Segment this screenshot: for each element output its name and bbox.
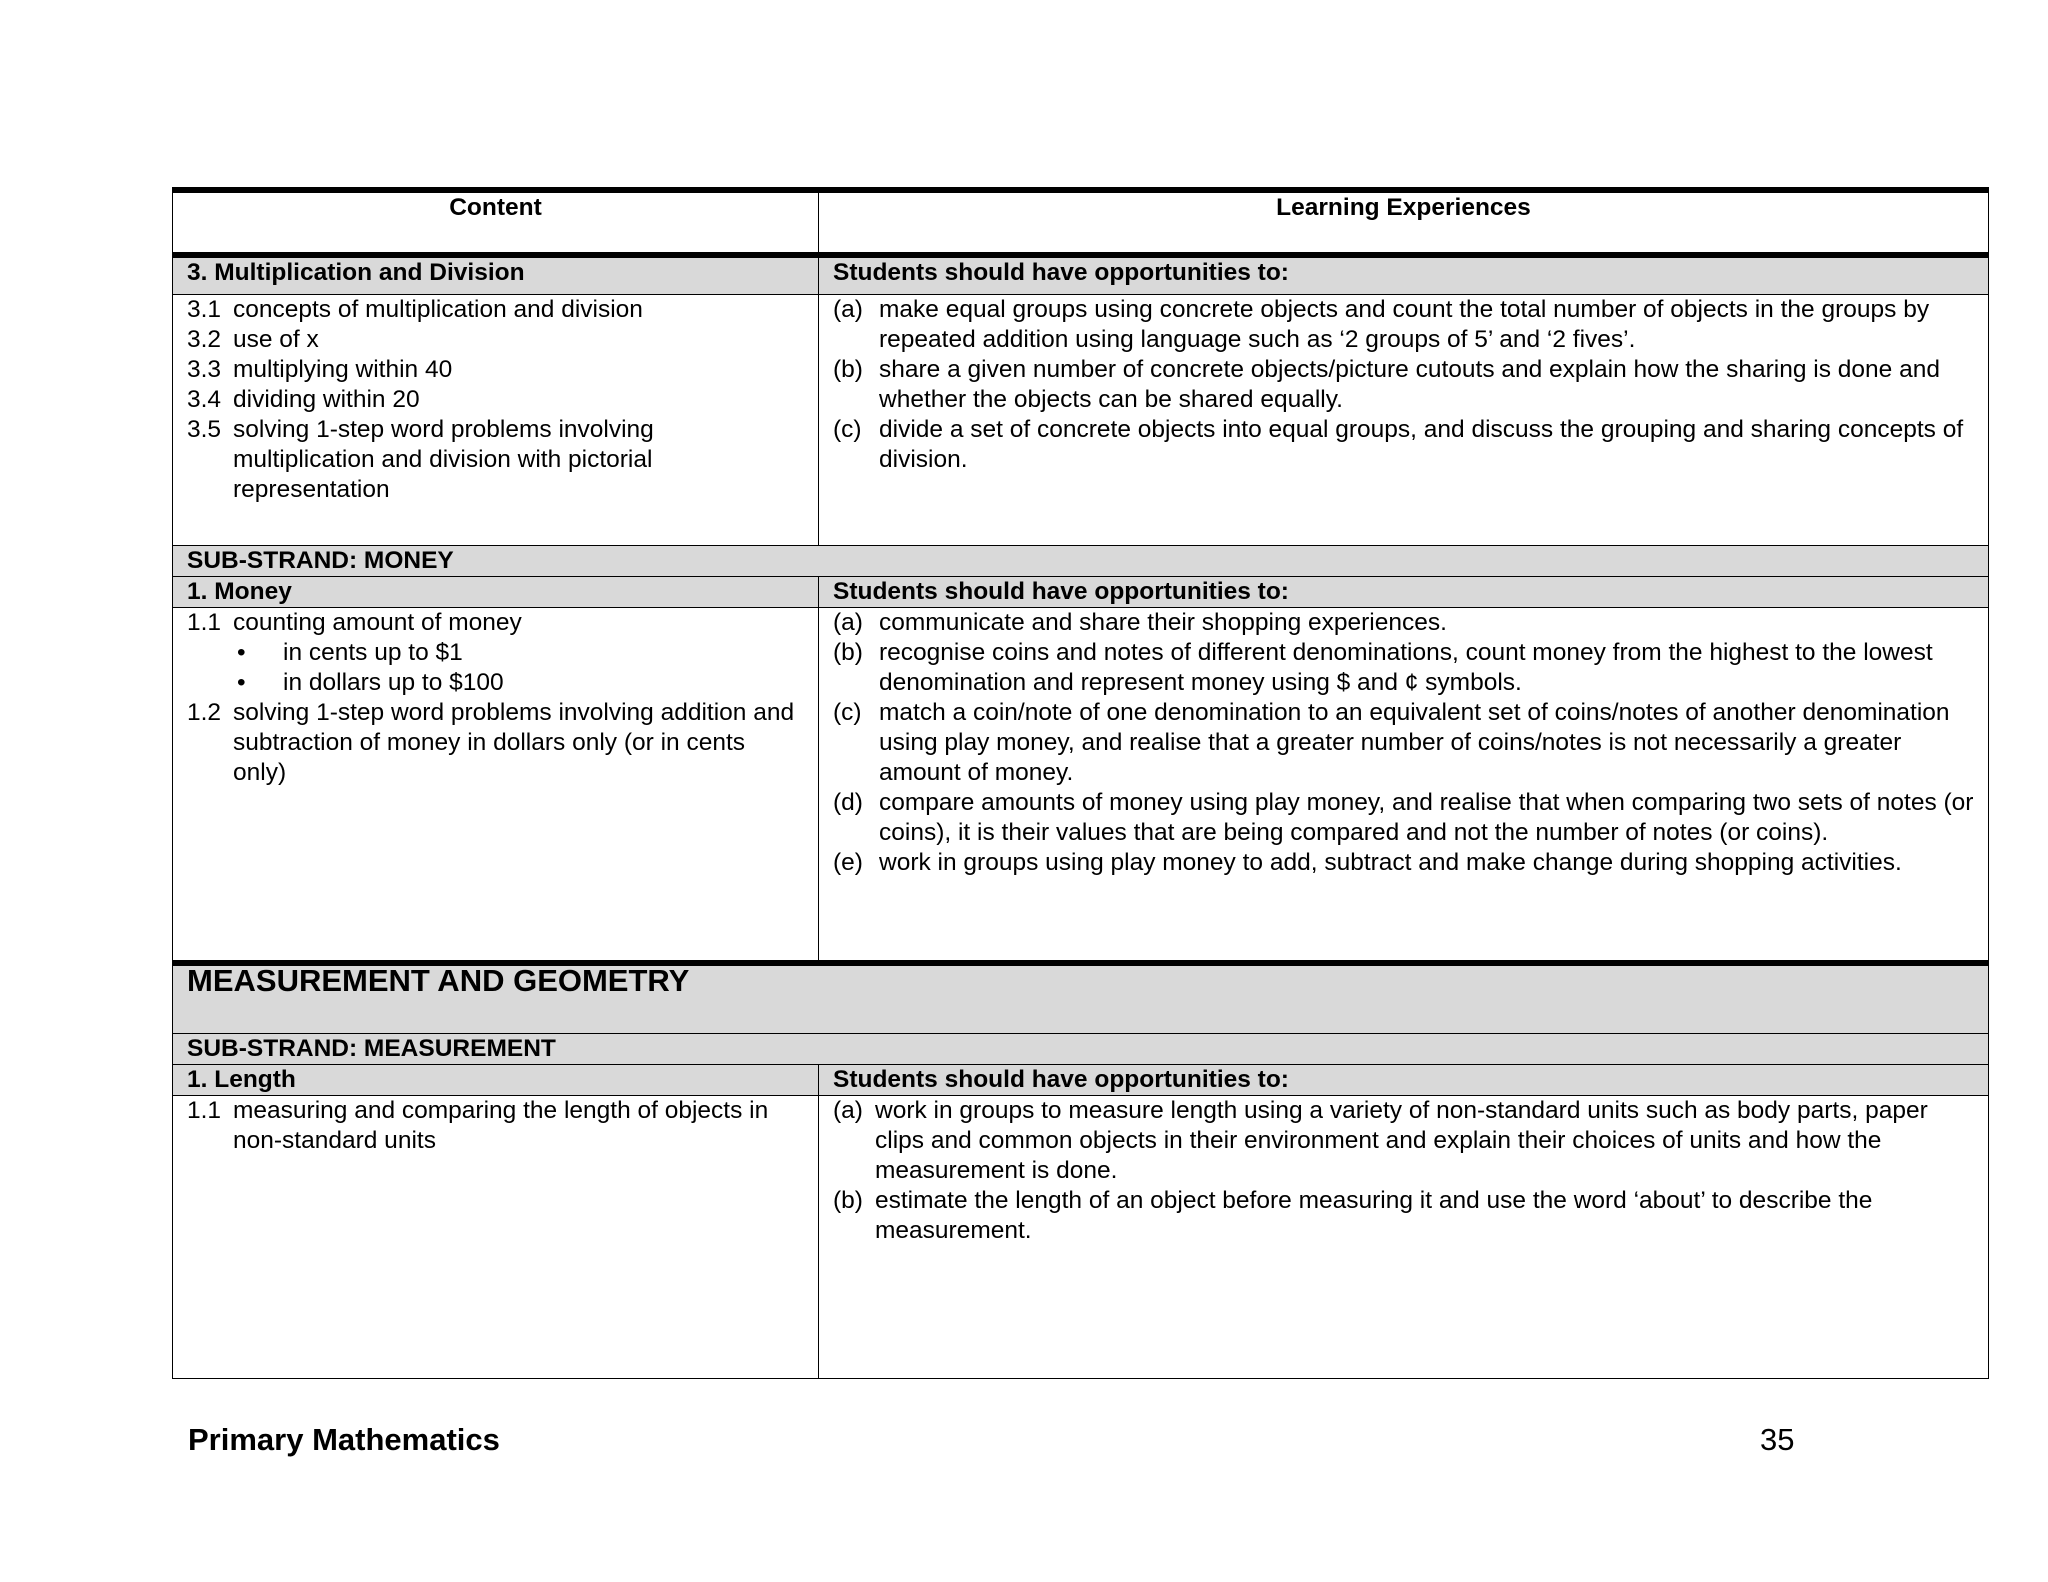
content-column-header: Content (173, 190, 819, 255)
content-item: 3.5 solving 1-step word problems involving multiplication and division with pictorial representation (187, 416, 654, 503)
length-learning-cell (819, 1096, 1989, 1379)
multiplication-prompt: Students should have opportunities to: (819, 255, 1989, 295)
multiplication-body-row (173, 295, 1989, 546)
multiplication-title-row (173, 255, 1989, 295)
bullet-icon: • (237, 669, 246, 696)
learning-item: (e) work in groups using play money to add, subtract and make change during shopping activities. (833, 849, 1902, 876)
learning-item: (b) share a given number of concrete objects/picture cutouts and explain how the sharing is done and whether the objects can be shared equally. (833, 356, 1940, 413)
money-substrand-title: SUB-STRAND: MONEY (173, 546, 1989, 577)
page-number: 35 (1760, 1422, 1795, 1457)
learning-experiences-column-header: Learning Experiences (819, 190, 1989, 255)
content-item: 3.4 dividing within 20 (187, 386, 420, 413)
content-item: 3.1 concepts of multiplication and division (187, 296, 643, 323)
curriculum-table (172, 187, 1989, 1379)
learning-item: (a) make equal groups using concrete objects and count the total number of objects in the groups by repeated addition using language such as ‘2 groups of 5’ and ‘2 fives’. (833, 296, 1930, 353)
footer-title: Primary Mathematics (188, 1422, 500, 1457)
length-content-cell (173, 1096, 819, 1379)
money-prompt: Students should have opportunities to: (819, 577, 1989, 608)
learning-item: (a) work in groups to measure length using a variety of non-standard units such as body parts, paper clips and common objects in their environment and explain their choices of units and how the measurement is done. (833, 1097, 1928, 1184)
money-substrand-row (173, 546, 1989, 577)
money-body-row (173, 608, 1989, 964)
measurement-substrand-title: SUB-STRAND: MEASUREMENT (173, 1034, 1989, 1065)
length-body-row (173, 1096, 1989, 1379)
learning-item: (c) divide a set of concrete objects into equal groups, and discuss the grouping and sharing concepts of division. (833, 416, 1964, 473)
bullet-item: • in dollars up to $100 (233, 668, 804, 698)
content-item: 1.2 solving 1-step word problems involving addition and subtraction of money in dollars only (or in cents only) (187, 699, 795, 786)
measurement-substrand-row (173, 1034, 1989, 1065)
multiplication-learning-cell (819, 295, 1989, 546)
learning-item: (b) estimate the length of an object before measuring it and use the word ‘about’ to describe the measurement. (833, 1187, 1873, 1244)
content-item: 3.3 multiplying within 40 (187, 356, 453, 383)
learning-item: (d) compare amounts of money using play money, and realise that when comparing two sets of notes (or coins), it is their values that are being compared and not the number of notes (or coins). (833, 789, 1974, 846)
learning-item: (b) recognise coins and notes of different denominations, count money from the highest to the lowest denomination and represent money using $ and ¢ symbols. (833, 639, 1933, 696)
table-header-row (173, 190, 1989, 255)
multiplication-title: 3. Multiplication and Division (173, 255, 819, 295)
money-title: 1. Money (173, 577, 819, 608)
multiplication-content-cell (173, 295, 819, 546)
content-item: 1.1 counting amount of money (187, 609, 522, 636)
bullet-item: • in cents up to $1 (233, 638, 804, 668)
money-title-row (173, 577, 1989, 608)
strand-row (173, 963, 1989, 1034)
length-title: 1. Length (173, 1065, 819, 1096)
money-content-cell (173, 608, 819, 964)
learning-item: (a) communicate and share their shopping experiences. (833, 609, 1447, 636)
length-prompt: Students should have opportunities to: (819, 1065, 1989, 1096)
length-title-row (173, 1065, 1989, 1096)
money-learning-cell (819, 608, 1989, 964)
bullet-icon: • (237, 639, 246, 666)
content-item: 1.1 measuring and comparing the length of objects in non-standard units (187, 1097, 769, 1154)
learning-item: (c) match a coin/note of one denomination to an equivalent set of coins/notes of another denomination using play money, and realise that a greater number of coins/notes is not necessarily a greater amount of money. (833, 699, 1950, 786)
strand-title: MEASUREMENT AND GEOMETRY (173, 963, 1989, 1034)
content-item: 3.2 use of x (187, 326, 319, 353)
